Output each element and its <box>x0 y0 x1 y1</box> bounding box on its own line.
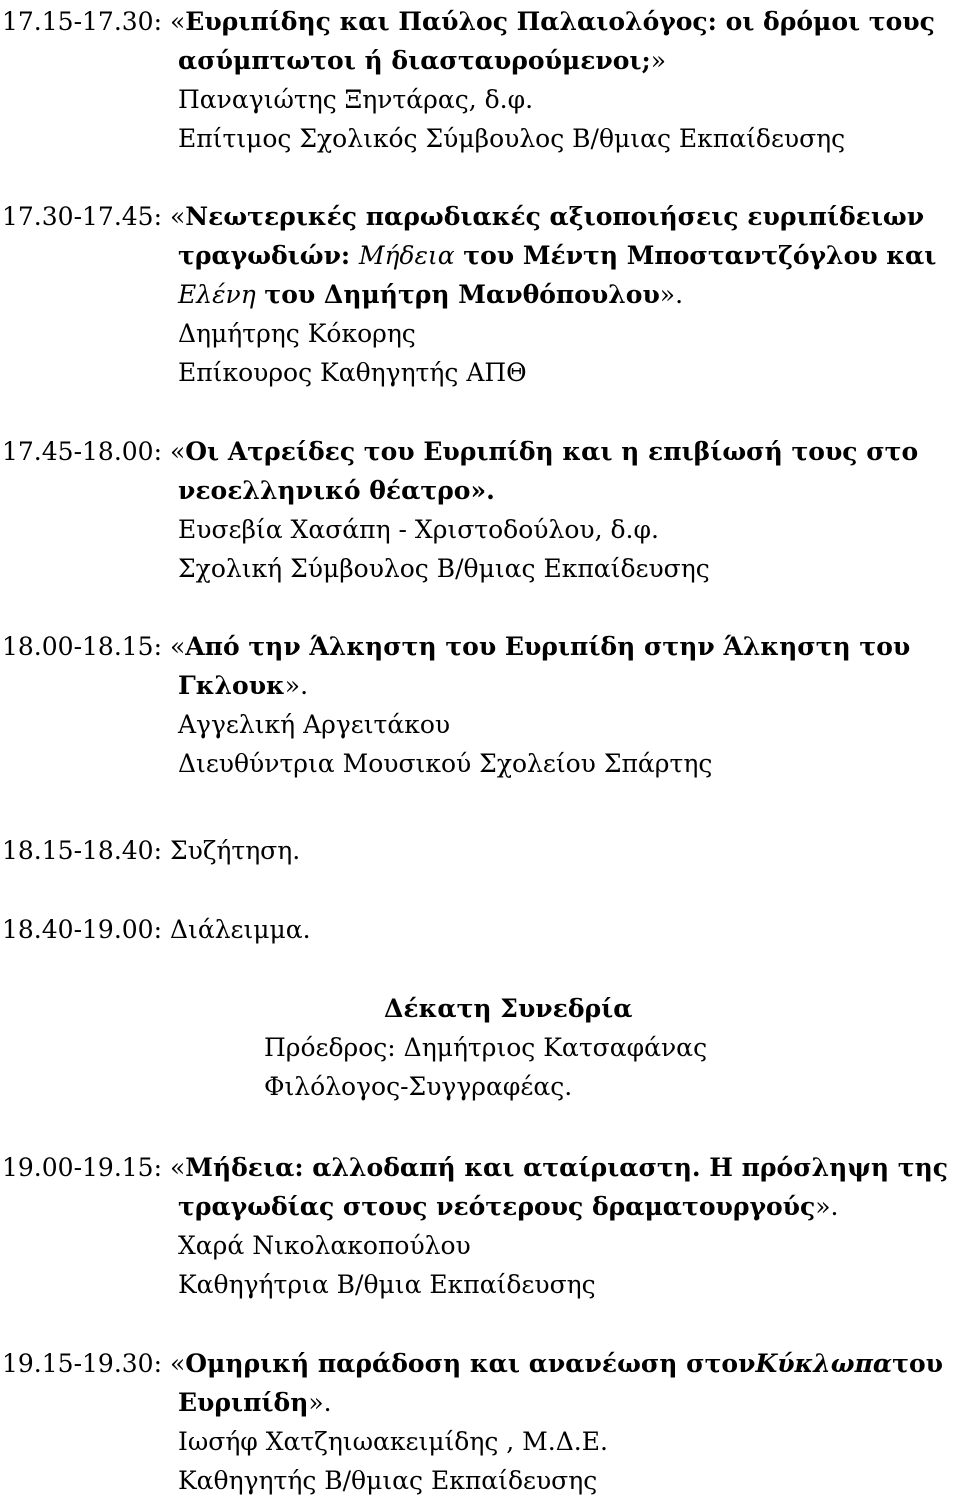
entry-heading <box>2 2 956 41</box>
time-slot: 19.00-19.15: <box>2 1153 170 1182</box>
program-entry <box>2 1148 956 1304</box>
talk-title-part: του <box>892 1349 943 1378</box>
time-slot: 17.30-17.45: <box>2 202 170 231</box>
speaker-name: Ιωσήφ Χατζηιωακειμίδης , Μ.Δ.Ε. <box>178 1427 608 1456</box>
speaker-name: Δημήτρης Κόκορης <box>178 319 416 348</box>
program-entry <box>2 831 956 870</box>
entry-text: Συζήτηση. <box>169 836 301 865</box>
session-chair: Πρόεδρος: Δημήτριος Κατσαφάνας <box>264 1033 708 1062</box>
talk-title-part: » <box>650 46 667 75</box>
talk-title-part: Από την Άλκηστη του Ευριπίδη στην Άλκηστη του <box>185 632 911 661</box>
session-chair-role: Φιλόλογος-Συγγραφέας. <box>264 1072 573 1101</box>
entry-heading <box>2 627 956 666</box>
time-slot: 19.15-19.30: <box>2 1349 170 1378</box>
talk-title-part: Ομηρική παράδοση και ανανέωση στον <box>185 1349 756 1378</box>
entry-heading <box>2 1344 956 1383</box>
talk-title-part: ασύμπτωτοι ή διασταυρούμενοι; <box>178 46 651 75</box>
program-entry <box>2 910 956 949</box>
talk-title-part: « <box>169 202 186 231</box>
speaker-name: Αγγελική Αργειτάκου <box>178 710 451 739</box>
talk-title-line <box>2 1383 956 1422</box>
talk-title-part: τραγωδίας στους νεότερους δραματουργούς <box>178 1192 816 1221</box>
speaker-role: Επίτιμος Σχολικός Σύμβουλος Β/θμιας Εκπαίδευσης <box>178 124 846 153</box>
talk-title-part: « <box>169 7 186 36</box>
talk-title-line <box>2 275 956 314</box>
time-slot: 17.45-18.00: <box>2 437 170 466</box>
talk-title-part: « <box>169 1153 186 1182</box>
talk-title-part: του Δημήτρη Μανθόπουλου <box>255 280 660 309</box>
talk-title-part: τραγωδιών: <box>178 241 359 270</box>
talk-title-part: Μήδεια <box>358 241 455 270</box>
time-slot: 17.15-17.30: <box>2 7 170 36</box>
talk-title-line <box>2 41 956 80</box>
talk-title-line <box>2 236 956 275</box>
talk-title-part: ». <box>284 671 309 700</box>
speaker-role: Επίκουρος Καθηγητής ΑΠΘ <box>178 358 527 387</box>
talk-title-part: Κύκλωπα <box>755 1349 893 1378</box>
talk-title-part: νεοελληνικό θέατρο». <box>178 476 495 505</box>
entry-text: Διάλειμμα. <box>169 915 311 944</box>
program-entry <box>2 197 956 392</box>
talk-title-part: Ευριπίδη <box>178 1388 309 1417</box>
program-entry <box>2 1344 956 1500</box>
talk-title-part: « <box>169 1349 186 1378</box>
talk-title-part: « <box>169 437 186 466</box>
talk-title-line <box>2 666 956 705</box>
talk-title-part: του Μέντη Μποσταντζόγλου και <box>454 241 937 270</box>
entry-heading <box>2 432 956 471</box>
entry-heading <box>2 1148 956 1187</box>
talk-title-part: ». <box>308 1388 332 1417</box>
speaker-role: Καθηγητής Β/θμιας Εκπαίδευσης <box>178 1466 598 1495</box>
speaker-role: Διευθύντρια Μουσικού Σχολείου Σπάρτης <box>178 749 713 778</box>
time-slot: 18.15-18.40: <box>2 836 170 865</box>
program-entry <box>2 2 956 158</box>
talk-title-part: ». <box>815 1192 839 1221</box>
talk-title-part: Ευριπίδης και Παύλος Παλαιολόγος: οι δρόμοι τους <box>185 7 935 36</box>
talk-title-part: « <box>169 632 186 661</box>
speaker-name: Ευσεβία Χασάπη - Χριστοδούλου, δ.φ. <box>178 515 659 544</box>
talk-title-part: ». <box>659 280 684 309</box>
talk-title-part: Ελένη <box>178 280 256 309</box>
speaker-name: Χαρά Νικολακοπούλου <box>178 1231 471 1260</box>
talk-title-line <box>2 1187 956 1226</box>
time-slot: 18.00-18.15: <box>2 632 170 661</box>
time-slot: 18.40-19.00: <box>2 915 170 944</box>
speaker-role: Σχολική Σύμβουλος Β/θμιας Εκπαίδευσης <box>178 554 710 583</box>
talk-title-part: Νεωτερικές παρωδιακές αξιοποιήσεις ευριπίδειων <box>185 202 925 231</box>
talk-title-part: Μήδεια: αλλοδαπή και αταίριαστη. Η πρόσληψη της <box>185 1153 948 1182</box>
program-entry <box>2 432 956 588</box>
speaker-role: Καθηγήτρια Β/θμια Εκπαίδευσης <box>178 1270 596 1299</box>
talk-title-part: Γκλουκ <box>178 671 285 700</box>
talk-title-part: Οι Ατρείδες του Ευριπίδη και η επιβίωσή τους στο <box>185 437 919 466</box>
program-entry <box>2 627 956 783</box>
session-title: Δέκατη Συνεδρία <box>384 994 633 1023</box>
entry-heading <box>2 197 956 236</box>
speaker-name: Παναγιώτης Ξηντάρας, δ.φ. <box>178 85 534 114</box>
talk-title-line <box>2 471 956 510</box>
